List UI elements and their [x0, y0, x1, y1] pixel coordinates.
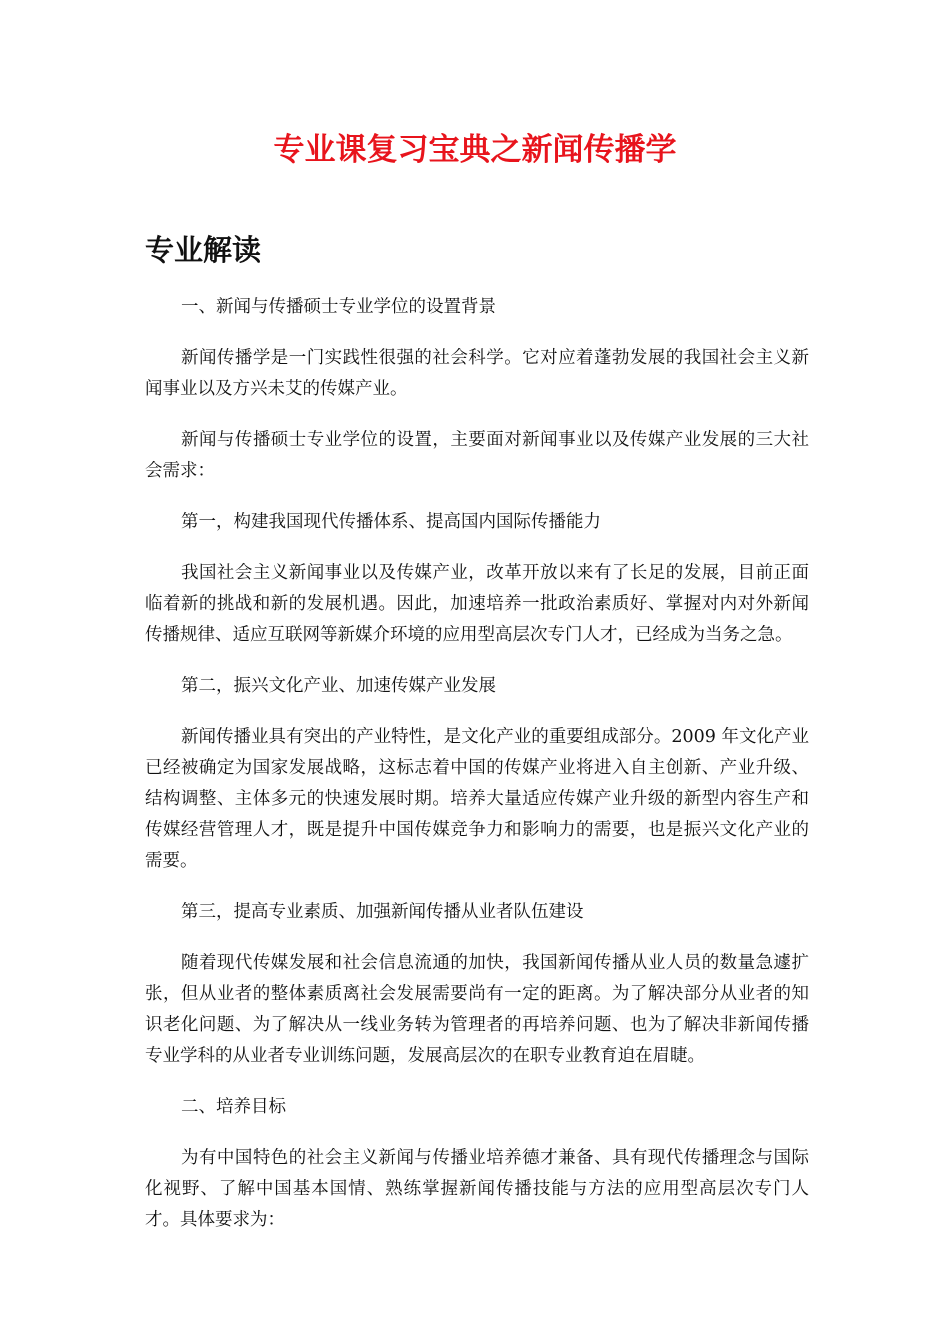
section-heading: 专业解读: [145, 233, 262, 267]
need-item-heading-3: 第三，提高专业素质、加强新闻传播从业者队伍建设: [181, 902, 584, 922]
document-body: [145, 292, 809, 1256]
paragraph: 我国社会主义新闻事业以及传媒产业，改革开放以来有了长足的发展，目前正面临着新的挑战和新的发展机遇。因此，加速培养一批政治素质好、掌握对内对外新闻传播规律、适应互联网等新媒介环境的应用型高层次专门人才，已经成为当务之急。: [145, 563, 809, 645]
need-item-heading-2: 第二，振兴文化产业、加速传媒产业发展: [181, 676, 496, 696]
document-title: 专业课复习宝典之新闻传播学: [273, 132, 677, 168]
need-item-heading-1: 第一，构建我国现代传播体系、提高国内国际传播能力: [181, 512, 601, 532]
paragraph: 新闻与传播硕士专业学位的设置，主要面对新闻事业以及传媒产业发展的三大社会需求：: [145, 430, 809, 481]
subsection-heading-background: 一、新闻与传播硕士专业学位的设置背景: [181, 297, 496, 317]
paragraph: 新闻传播学是一门实践性很强的社会科学。它对应着蓬勃发展的我国社会主义新闻事业以及方兴未艾的传媒产业。: [145, 348, 809, 399]
paragraph: 随着现代传媒发展和社会信息流通的加快，我国新闻传播从业人员的数量急遽扩张，但从业者的整体素质离社会发展需要尚有一定的距离。为了解决部分从业者的知识老化问题、为了解决从一线业务转为管理者的再培养问题、也为了解决非新闻传播专业学科的从业者专业训练问题，发展高层次的在职专业教育迫在眉睫。: [145, 953, 809, 1066]
subsection-heading-goals: 二、培养目标: [181, 1097, 286, 1117]
paragraph: 新闻传播业具有突出的产业特性，是文化产业的重要组成部分。2009 年文化产业已经被确定为国家发展战略，这标志着中国的传媒产业将进入自主创新、产业升级、结构调整、主体多元的快速发展时期。培养大量适应传媒产业升级的新型内容生产和传媒经营管理人才，既是提升中国传媒竞争力和影响力的需要，也是振兴文化产业的需要。: [145, 727, 809, 871]
paragraph: 为有中国特色的社会主义新闻与传播业培养德才兼备、具有现代传播理念与国际化视野、了解中国基本国情、熟练掌握新闻传播技能与方法的应用型高层次专门人才。具体要求为：: [145, 1148, 809, 1230]
